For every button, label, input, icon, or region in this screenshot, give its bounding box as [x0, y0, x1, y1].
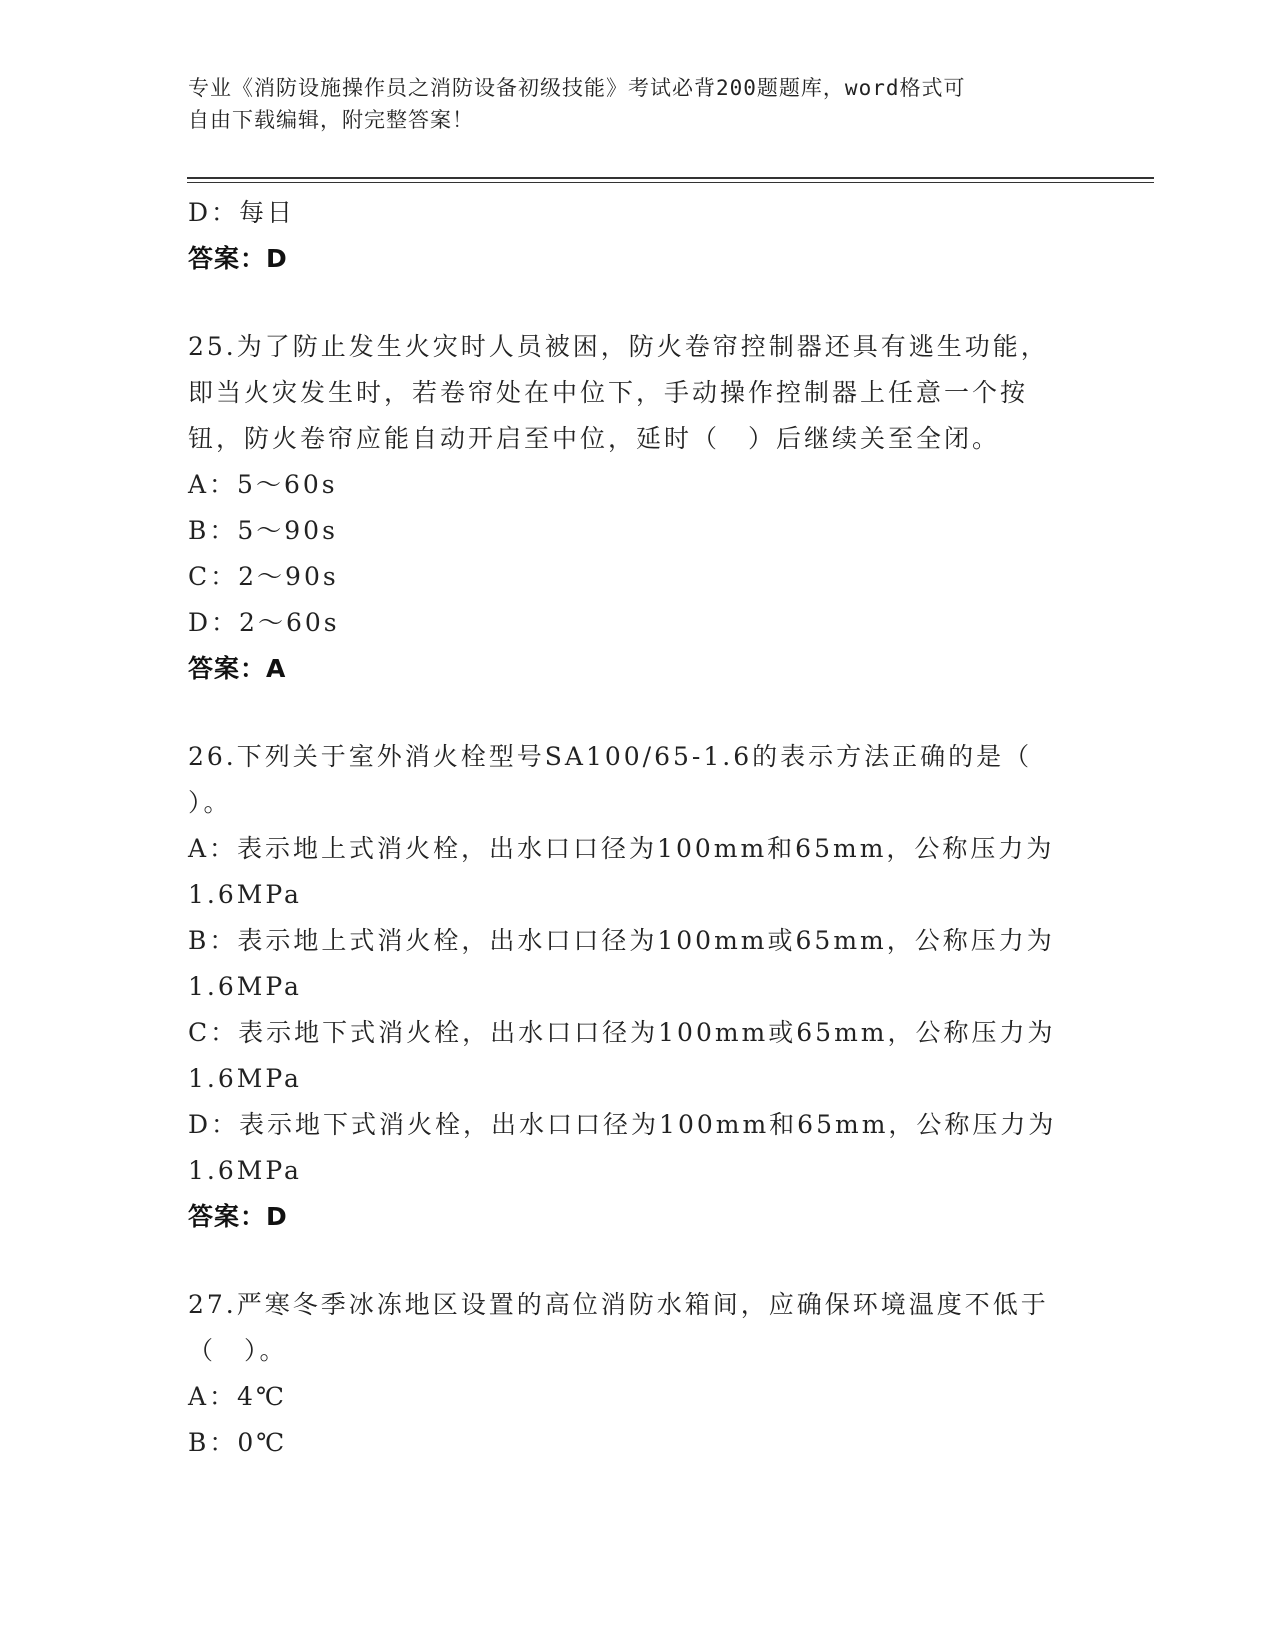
page-header [188, 72, 1088, 136]
q25-option-d: D：2～60s [188, 608, 340, 637]
q24-answer: 答案：D [188, 244, 288, 273]
spacer [188, 692, 1088, 734]
spacer [188, 1240, 1088, 1282]
q26-answer: 答案：D [188, 1202, 288, 1231]
question-24-tail [188, 190, 1088, 282]
header-rule-thick [187, 177, 1154, 179]
q27-option-a: A：4℃ [188, 1382, 287, 1411]
q25-option-a: A：5～60s [188, 470, 338, 499]
q26-stem-line-2: ）。 [188, 788, 232, 817]
q26-option-d-line-2: 1.6MPa [188, 1156, 302, 1185]
question-26 [188, 734, 1088, 1240]
q26-option-b-line-2: 1.6MPa [188, 972, 302, 1001]
q26-option-a-line-1: A：表示地上式消火栓，出水口口径为100mm和65mm，公称压力为 [188, 834, 1055, 863]
q27-stem-line-2: （ ）。 [188, 1336, 288, 1365]
q26-option-b-line-1: B：表示地上式消火栓，出水口口径为100mm或65mm，公称压力为 [188, 926, 1055, 955]
q25-stem-line-2: 即当火灾发生时，若卷帘处在中位下，手动操作控制器上任意一个按 [188, 378, 1029, 407]
q27-option-b: B：0℃ [188, 1428, 288, 1457]
q26-option-c-line-2: 1.6MPa [188, 1064, 302, 1093]
header-title-line-2: 自由下载编辑，附完整答案！ [188, 108, 474, 132]
header-title-line-1: 专业《消防设施操作员之消防设备初级技能》考试必背200题题库，word格式可 [188, 76, 966, 100]
q27-stem-line-1: 27.严寒冬季冰冻地区设置的高位消防水箱间，应确保环境温度不低于 [188, 1290, 1049, 1319]
question-27 [188, 1282, 1088, 1466]
q26-option-c-line-1: C：表示地下式消火栓，出水口口径为100mm或65mm，公称压力为 [188, 1018, 1056, 1047]
q25-answer: 答案：A [188, 654, 287, 683]
question-content [188, 190, 1088, 1466]
q25-option-b: B：5～90s [188, 516, 338, 545]
q25-option-c: C：2～90s [188, 562, 339, 591]
question-25 [188, 324, 1088, 692]
header-rule-thin [187, 182, 1154, 183]
spacer [188, 282, 1088, 324]
q24-option-d: D：每日 [188, 198, 296, 227]
q26-option-a-line-2: 1.6MPa [188, 880, 302, 909]
q25-stem-line-1: 25.为了防止发生火灾时人员被困，防火卷帘控制器还具有逃生功能， [188, 332, 1049, 361]
q26-stem-line-1: 26.下列关于室外消火栓型号SA100/65-1.6的表示方法正确的是（ [188, 742, 1033, 771]
q26-option-d-line-1: D：表示地下式消火栓，出水口口径为100mm和65mm，公称压力为 [188, 1110, 1057, 1139]
q25-stem-line-3: 钮，防火卷帘应能自动开启至中位，延时（ ）后继续关至全闭。 [188, 424, 1001, 453]
